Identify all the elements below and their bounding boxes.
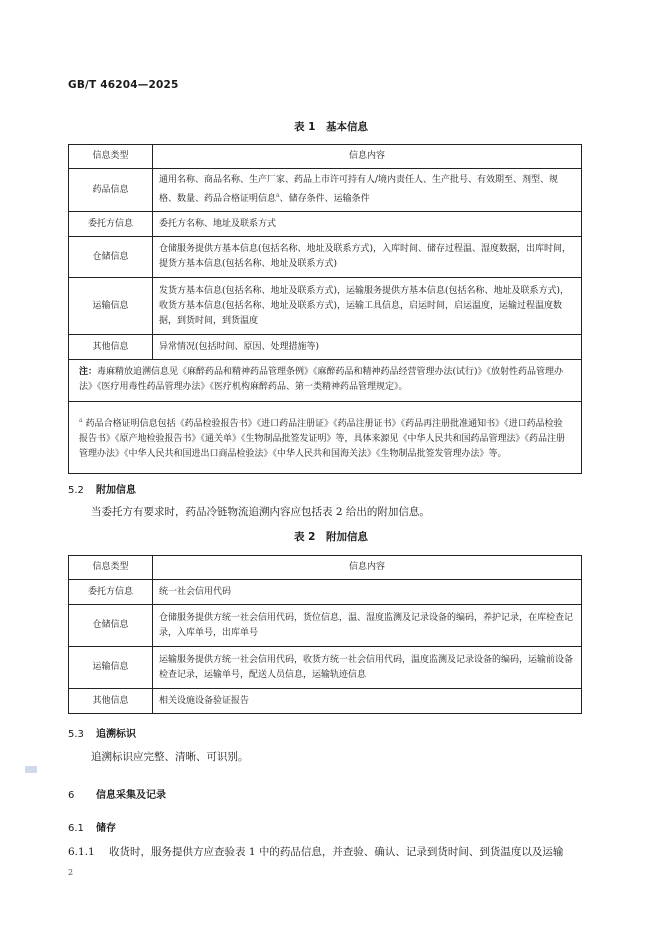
margin-stamp-icon (25, 766, 37, 773)
info-type-cell: 其他信息 (69, 335, 153, 360)
info-content-cell: 委托方名称、地址及联系方式 (153, 212, 582, 237)
additional-info-table (68, 555, 582, 714)
table-row (69, 689, 582, 714)
section-5-3-heading: 5.3 追溯标识 (68, 729, 136, 740)
info-content-cell: 仓储服务提供方统一社会信用代码，货位信息，温、湿度监测及记录设备的编码，养护记录，在库检查记录，入库单号，出库单号 (153, 605, 582, 647)
note-label: 注： (79, 367, 98, 377)
table-row (69, 169, 582, 212)
table-note-row (69, 360, 582, 402)
section-5-2-paragraph: 当委托方有要求时，药品冷链物流追溯内容应包括表 2 给出的附加信息。 (91, 506, 430, 518)
footnote-ref: a (276, 192, 280, 199)
table1-caption: 表 1 基本信息 (294, 121, 368, 133)
column-header: 信息类型 (69, 145, 153, 169)
section-6-heading: 6 信息采集及记录 (68, 790, 166, 801)
table-row (69, 212, 582, 237)
table-row (69, 580, 582, 605)
info-type-cell: 其他信息 (69, 689, 153, 714)
page-number: 2 (68, 868, 74, 877)
info-type-cell: 运输信息 (69, 278, 153, 335)
section-5-2-heading: 5.2 附加信息 (68, 485, 136, 496)
table-row (69, 605, 582, 647)
table-header-row (69, 145, 582, 169)
info-content-cell: 相关设施设备验证报告 (153, 689, 582, 714)
section-6-1-heading: 6.1 储存 (68, 823, 116, 834)
footnote-mark: a (79, 416, 83, 424)
info-type-cell: 药品信息 (69, 169, 153, 212)
info-content-cell: 统一社会信用代码 (153, 580, 582, 605)
column-header: 信息内容 (153, 556, 582, 580)
footnote-text: 药品合格证明信息包括《药品检验报告书》《进口药品注册证》《药品注册证书》《药品再注册批准通知书》《进口药品检验报告书》《原产地检验报告书》《通关单》《生物制品批签发证明》等，具体来源见《中华人民共和国药品管理法》《药品注册管理办法》《中华人民共和国进出口商品检验法》《中华人民共和国海关法》《生物制品批签发管理办法》等。 (79, 418, 566, 459)
table2-caption: 表 2 附加信息 (294, 531, 368, 543)
info-type-cell: 委托方信息 (69, 212, 153, 237)
table-row (69, 647, 582, 689)
basic-info-table (68, 144, 582, 474)
table-note (69, 360, 582, 402)
info-content-cell: 运输服务提供方统一社会信用代码，收货方统一社会信用代码，温度监测及记录设备的编码，运输前设备检查记录，运输单号，配送人员信息，运输轨迹信息 (153, 647, 582, 689)
info-content-cell: 仓储服务提供方基本信息(包括名称、地址及联系方式)，入库时间、储存过程温、湿度数据，出库时间，提货方基本信息(包括名称、地址及联系方式) (153, 237, 582, 278)
info-type-cell: 仓储信息 (69, 605, 153, 647)
info-content-cell: 发货方基本信息(包括名称、地址及联系方式)，运输服务提供方基本信息(包括名称、地址及联系方式)，收货方基本信息(包括名称、地址及联系方式)，运输工具信息，启运时间，启运温度，运输过程温度数据，到货时间，到货温度 (153, 278, 582, 335)
table-row (69, 335, 582, 360)
standard-number: GB/T 46204—2025 (68, 79, 179, 91)
info-content-cell: 通用名称、商品名称、生产厂家、药品上市许可持有人/境内责任人、生产批号、有效期至、剂型、规格、数量、药品合格证明信息$^a$、储存条件、运输条件 (153, 169, 582, 212)
column-header: 信息类型 (69, 556, 153, 580)
table-row (69, 278, 582, 335)
column-header: 信息内容 (153, 145, 582, 169)
table-row (69, 237, 582, 278)
info-type-cell: 运输信息 (69, 647, 153, 689)
info-type-cell: 委托方信息 (69, 580, 153, 605)
section-5-3-paragraph: 追溯标识应完整、清晰、可识别。 (91, 751, 249, 763)
table-footnote-row (69, 402, 582, 474)
table-header-row (69, 556, 582, 580)
info-type-cell: 仓储信息 (69, 237, 153, 278)
table-footnote (69, 402, 582, 474)
info-content-cell: 异常情况(包括时间、原因、处理措施等) (153, 335, 582, 360)
section-6-1-1-paragraph (68, 844, 588, 860)
clause-text: 收货时，服务提供方应查验表 1 中的药品信息，并查验、确认、记录到货时间、到货温度以及运输 (109, 846, 564, 858)
note-text: 毒麻精放追溯信息见《麻醉药品和精神药品管理条例》《麻醉药品和精神药品经营管理办法(试行)》《放射性药品管理办法》《医疗用毒性药品管理办法》《医疗机构麻醉药品、第一类精神药品管理规定》。 (79, 367, 564, 392)
clause-number: 6.1.1 (68, 846, 95, 858)
